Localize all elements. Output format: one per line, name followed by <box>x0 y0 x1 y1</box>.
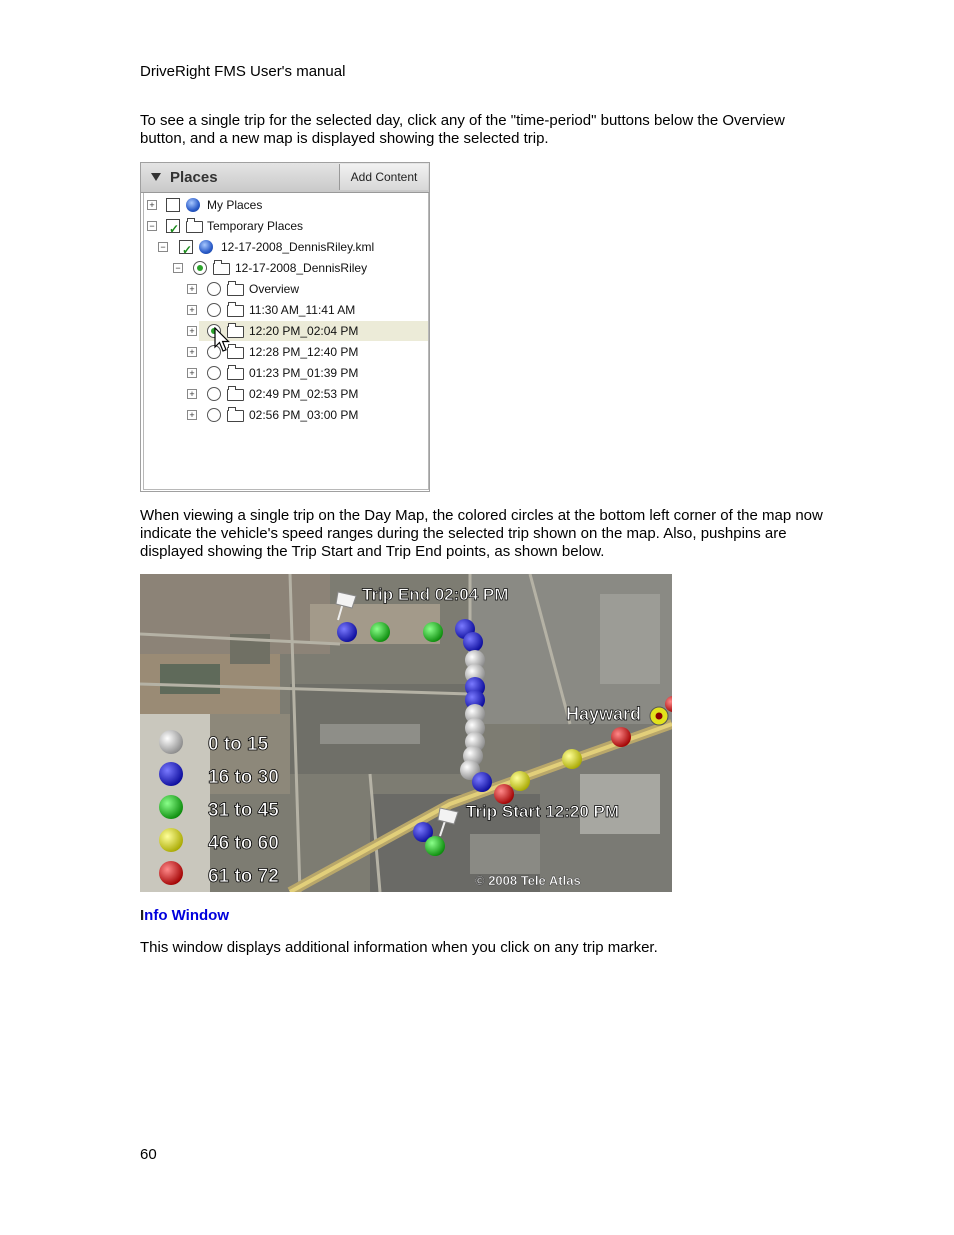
collapse-minus-icon[interactable]: − <box>158 242 168 252</box>
tree-item-label: Overview <box>249 282 300 296</box>
legend-swatch-green <box>159 795 183 819</box>
radio[interactable] <box>207 387 221 401</box>
legend-swatch-white <box>159 730 183 754</box>
tree-item-time-period[interactable] <box>144 384 428 404</box>
tree-item-label: 02:56 PM_03:00 PM <box>249 408 359 422</box>
checkbox[interactable] <box>166 198 180 212</box>
checkbox-checked[interactable]: ✓ <box>166 219 180 233</box>
add-content-button[interactable]: Add Content <box>339 164 428 190</box>
expand-plus-icon[interactable]: + <box>187 389 197 399</box>
trip-marker[interactable] <box>510 771 530 791</box>
tree-item-temporary-places[interactable] <box>144 216 428 236</box>
trip-marker[interactable] <box>425 836 445 856</box>
city-place-marker-dot <box>656 713 663 720</box>
folder-icon <box>227 305 244 317</box>
radio[interactable] <box>207 366 221 380</box>
globe-icon <box>199 240 213 254</box>
folder-icon <box>227 410 244 422</box>
tree-item-label: 11:30 AM_11:41 AM <box>249 303 356 317</box>
legend-label: 0 to 15 <box>208 734 269 755</box>
radio[interactable] <box>207 408 221 422</box>
tree-item-label: 01:23 PM_01:39 PM <box>249 366 359 380</box>
radio[interactable] <box>207 282 221 296</box>
trip-start-label: Trip Start 12:20 PM <box>466 802 620 821</box>
expand-plus-icon[interactable]: + <box>187 305 197 315</box>
trip-marker[interactable] <box>370 622 390 642</box>
radio[interactable] <box>207 303 221 317</box>
trip-end-label: Trip End 02:04 PM <box>362 585 509 604</box>
expand-plus-icon[interactable]: + <box>187 326 197 336</box>
map-copyright: © 2008 Tele Atlas <box>475 873 581 888</box>
page-number: 60 <box>140 1146 157 1163</box>
places-title[interactable]: Places <box>151 169 218 186</box>
trip-marker[interactable] <box>423 622 443 642</box>
section-paragraph: This window displays additional information when you click on any trip marker. <box>140 939 658 956</box>
tree-item-label: 12-17-2008_DennisRiley <box>235 261 368 275</box>
trip-marker[interactable] <box>562 749 582 769</box>
places-tree <box>143 193 429 490</box>
folder-icon <box>227 389 244 401</box>
collapse-minus-icon[interactable]: − <box>147 221 157 231</box>
section-heading <box>140 907 229 924</box>
map-canvas <box>140 574 672 892</box>
expand-plus-icon[interactable]: + <box>187 368 197 378</box>
radio-selected[interactable] <box>193 261 207 275</box>
tree-item-label: 12-17-2008_DennisRiley.kml <box>221 240 375 254</box>
tree-item-time-period[interactable] <box>144 342 428 362</box>
mouse-cursor-icon <box>214 327 232 353</box>
tree-item-kml-file[interactable] <box>144 237 428 257</box>
legend-label: 16 to 30 <box>208 767 279 788</box>
expand-plus-icon[interactable]: + <box>187 284 197 294</box>
trip-marker[interactable] <box>611 727 631 747</box>
expand-plus-icon[interactable]: + <box>187 410 197 420</box>
places-panel-header <box>141 163 429 193</box>
checkbox-checked[interactable]: ✓ <box>179 240 193 254</box>
tree-item-label: Temporary Places <box>207 219 304 233</box>
tree-item-my-places[interactable] <box>144 195 428 215</box>
collapse-minus-icon[interactable]: − <box>173 263 183 273</box>
collapse-triangle-icon[interactable] <box>151 173 161 181</box>
legend-label: 61 to 72 <box>208 866 279 887</box>
trip-marker[interactable] <box>472 772 492 792</box>
section-heading-first-letter: I <box>140 907 145 924</box>
section-heading-rest: nfo Window <box>144 907 230 924</box>
legend-label: 31 to 45 <box>208 800 279 821</box>
tree-item-time-period[interactable] <box>144 405 428 425</box>
globe-icon <box>186 198 200 212</box>
folder-open-icon <box>213 263 230 275</box>
tree-item-label: My Places <box>207 198 263 212</box>
tree-item-time-period[interactable] <box>144 321 428 341</box>
folder-open-icon <box>186 221 203 233</box>
tree-item-time-period[interactable] <box>144 300 428 320</box>
folder-icon <box>227 368 244 380</box>
legend-swatch-red <box>159 861 183 885</box>
document-header: DriveRight FMS User's manual <box>140 63 346 80</box>
trip-marker[interactable] <box>463 632 483 652</box>
legend-swatch-blue <box>159 762 183 786</box>
city-label: Hayward <box>566 704 642 724</box>
tree-item-dennisriley-folder[interactable] <box>144 258 428 278</box>
tree-item-overview[interactable] <box>144 279 428 299</box>
trip-marker[interactable] <box>337 622 357 642</box>
legend-swatch-yellow <box>159 828 183 852</box>
tree-item-label: 12:20 PM_02:04 PM <box>249 324 359 338</box>
folder-icon <box>227 284 244 296</box>
legend-label: 46 to 60 <box>208 833 279 854</box>
day-map[interactable] <box>140 574 672 892</box>
expand-plus-icon[interactable]: + <box>187 347 197 357</box>
expand-plus-icon[interactable]: + <box>147 200 157 210</box>
tree-item-time-period[interactable] <box>144 363 428 383</box>
tree-item-label: 02:49 PM_02:53 PM <box>249 387 359 401</box>
trip-marker[interactable] <box>494 784 514 804</box>
second-paragraph: When viewing a single trip on the Day Map, the colored circles at the bottom left corner of the map now indicate the vehicle's speed ranges during the selected trip shown on the map. Also, pushpins are displayed showing the Trip Start and Trip End points, as shown below. <box>140 507 823 560</box>
intro-paragraph: To see a single trip for the selected day, click any of the "time-period" buttons below the Overview button, and a new map is displayed showing the selected trip. <box>140 112 785 147</box>
places-panel <box>140 162 430 492</box>
tree-item-label: 12:28 PM_12:40 PM <box>249 345 359 359</box>
